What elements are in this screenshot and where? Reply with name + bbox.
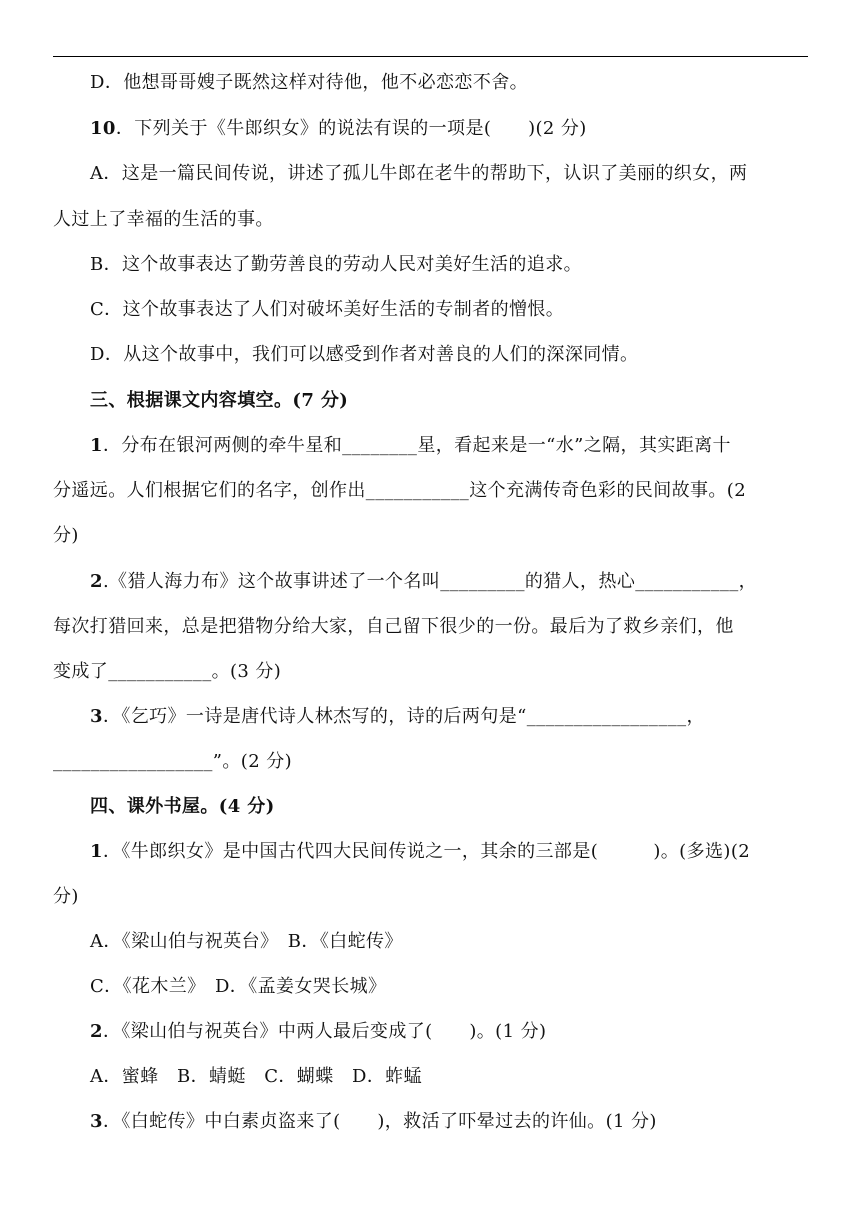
options-c-d — [90, 975, 813, 999]
fill-question-1-continued — [53, 524, 813, 548]
fill-question-2-continued — [53, 615, 813, 639]
options-row — [90, 1065, 813, 1089]
line-text: 人过上了幸福的生活的事。 — [53, 209, 274, 230]
fill-question-2-continued — [53, 660, 813, 684]
reading-question-1-continued — [53, 885, 813, 909]
fill-question-3-continued — [53, 750, 813, 774]
line-text: _________________”。(2 分) — [53, 751, 293, 772]
line-text: 分遥远。人们根据它们的名字，创作出___________这个充满传奇色彩的民间故事。(2 — [53, 480, 747, 501]
option-d — [90, 71, 813, 95]
line-text: B．这个故事表达了勤劳善良的劳动人民对美好生活的追求。 — [90, 254, 583, 275]
section-title: 四、课外书屋。(4 分) — [90, 796, 275, 817]
question-text: ．分布在银河两侧的牵牛星和________星，看起来是一“水”之隔，其实距离十 — [102, 435, 731, 456]
question-number: 1 — [90, 435, 103, 456]
option-b — [90, 253, 813, 277]
line-text: 每次打猎回来，总是把猎物分给大家，自己留下很少的一份。最后为了救乡亲们，他 — [53, 616, 734, 637]
question-text: ．《乞巧》一诗是唐代诗人林杰写的，诗的后两句是“_________________， — [102, 706, 705, 727]
question-10 — [90, 117, 813, 141]
header-rule — [53, 56, 808, 57]
line-text: C．这个故事表达了人们对破坏美好生活的专制者的憎恨。 — [90, 299, 565, 320]
option-a-continued — [53, 208, 813, 232]
reading-question-2 — [90, 1020, 813, 1044]
options-a-b — [90, 930, 813, 954]
question-text: ．《梁山伯与祝英台》中两人最后变成了( )。(1 分) — [102, 1021, 547, 1042]
question-text: ．下列关于《牛郎织女》的说法有误的一项是( )(2 分) — [115, 118, 587, 139]
fill-question-1-continued — [53, 479, 813, 503]
line-text: A．这是一篇民间传说，讲述了孤儿牛郎在老牛的帮助下，认识了美丽的织女，两 — [90, 163, 748, 184]
line-text: 分) — [53, 525, 79, 546]
reading-question-3 — [90, 1110, 813, 1134]
question-text: .《猎人海力布》这个故事讲述了一个名叫_________的猎人，热心___________， — [102, 571, 758, 592]
option-a — [90, 162, 813, 186]
fill-question-2 — [90, 570, 813, 594]
line-text: A．《梁山伯与祝英台》 B．《白蛇传》 — [90, 931, 403, 952]
question-number: 10 — [90, 118, 116, 139]
line-text: A．蜜蜂 B．蜻蜓 C．蝴蝶 D．蚱蜢 — [90, 1066, 423, 1087]
question-number: 1 — [90, 841, 103, 862]
line-text: D．他想哥哥嫂子既然这样对待他，他不必恋恋不舍。 — [90, 72, 529, 93]
section-heading-3 — [90, 389, 813, 413]
option-c — [90, 298, 813, 322]
fill-question-1 — [90, 434, 813, 458]
line-text: D．从这个故事中，我们可以感受到作者对善良的人们的深深同情。 — [90, 344, 639, 365]
question-number: 3 — [90, 706, 103, 727]
line-text: 分) — [53, 886, 79, 907]
option-d — [90, 343, 813, 367]
reading-question-1 — [90, 840, 813, 864]
question-number: 3 — [90, 1111, 103, 1132]
fill-question-3 — [90, 705, 813, 729]
question-number: 2 — [90, 571, 103, 592]
section-heading-4 — [90, 795, 813, 819]
line-text: 变成了___________。(3 分) — [53, 661, 282, 682]
line-text: C．《花木兰》 D．《孟姜女哭长城》 — [90, 976, 387, 997]
question-number: 2 — [90, 1021, 103, 1042]
question-text: ．《牛郎织女》是中国古代四大民间传说之一，其余的三部是( )。(多选)(2 — [102, 841, 751, 862]
section-title: 三、根据课文内容填空。(7 分) — [90, 390, 349, 411]
question-text: ．《白蛇传》中白素贞盗来了( )，救活了吓晕过去的许仙。(1 分) — [102, 1111, 657, 1132]
